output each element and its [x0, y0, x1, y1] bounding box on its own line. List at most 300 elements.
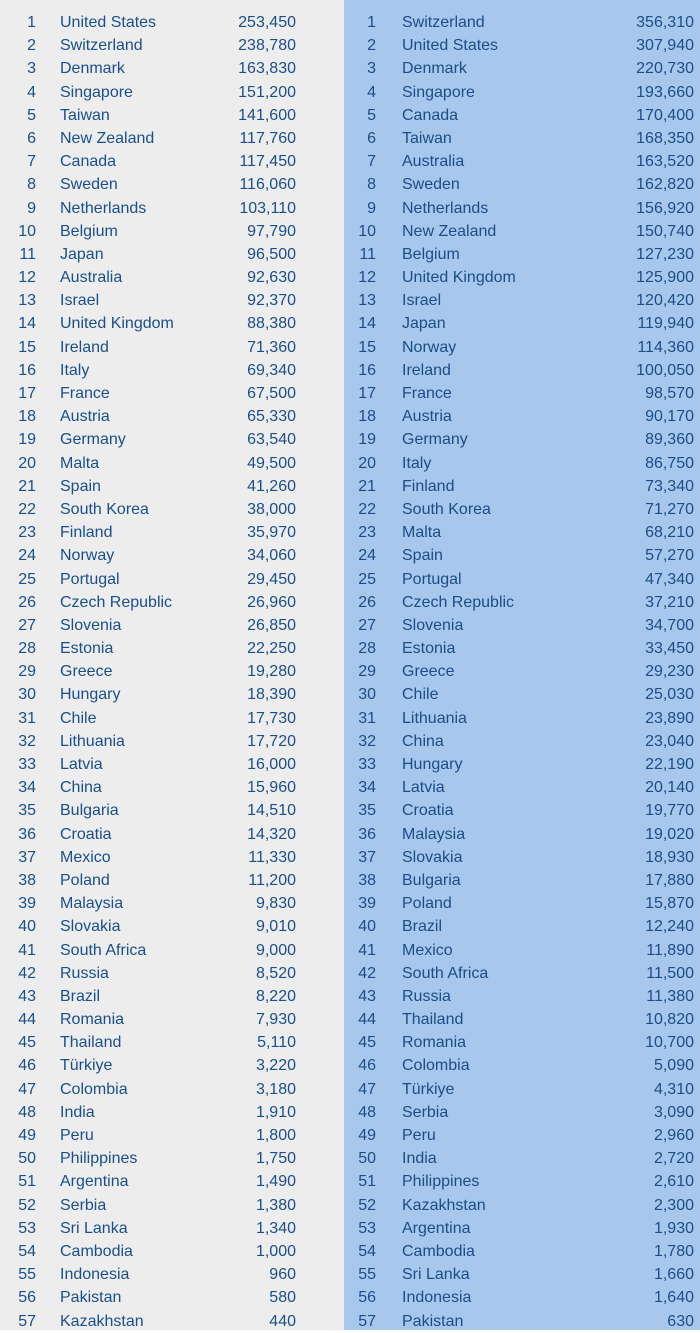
table-row [0, 753, 344, 776]
country-cell: United States [402, 37, 499, 55]
country-cell: Netherlands [402, 199, 489, 217]
rank-cell: 54 [358, 1242, 376, 1260]
country-cell: Brazil [60, 987, 101, 1005]
country-cell: Taiwan [402, 129, 452, 147]
table-row [344, 1240, 700, 1263]
table-row [344, 1217, 700, 1240]
value-cell: 1,660 [653, 1266, 694, 1284]
table-row [0, 1031, 344, 1054]
table-row [344, 730, 700, 753]
rank-cell: 40 [18, 918, 36, 936]
value-cell: 1,000 [255, 1242, 296, 1260]
value-cell: 1,380 [255, 1196, 296, 1214]
value-cell: 1,640 [653, 1289, 694, 1307]
country-cell: Latvia [402, 779, 445, 797]
country-cell: Lithuania [402, 709, 467, 727]
country-cell: Lithuania [60, 732, 125, 750]
rank-cell: 38 [18, 871, 36, 889]
value-cell: 14,510 [247, 802, 296, 820]
rank-cell: 9 [367, 199, 376, 217]
rank-cell: 45 [358, 1034, 376, 1052]
table-row [0, 892, 344, 915]
rank-cell: 56 [18, 1289, 36, 1307]
table-row [344, 452, 700, 475]
value-cell: 11,380 [646, 987, 694, 1005]
value-cell: 9,010 [255, 918, 296, 936]
table-row [344, 776, 700, 799]
country-cell: Switzerland [402, 14, 485, 31]
table-row [344, 220, 700, 243]
table-row [0, 962, 344, 985]
table-row [0, 544, 344, 567]
value-cell: 5,090 [653, 1057, 694, 1075]
table-row [344, 1170, 700, 1193]
table-row [344, 127, 700, 150]
rank-cell: 4 [27, 83, 36, 101]
value-cell: 73,340 [645, 477, 694, 495]
value-cell: 193,660 [636, 83, 694, 101]
value-cell: 19,770 [645, 802, 694, 820]
country-cell: Cambodia [60, 1242, 133, 1260]
value-cell: 38,000 [247, 500, 296, 518]
value-cell: 92,370 [247, 292, 296, 310]
value-cell: 7,930 [255, 1011, 296, 1029]
table-row [0, 1124, 344, 1147]
country-cell: Italy [402, 454, 432, 472]
table-row [344, 939, 700, 962]
table-row [0, 1054, 344, 1077]
table-row [344, 289, 700, 312]
value-cell: 63,540 [247, 431, 296, 449]
rank-cell: 27 [358, 616, 376, 634]
value-cell: 156,920 [636, 199, 694, 217]
table-row [344, 985, 700, 1008]
rank-cell: 55 [358, 1266, 376, 1284]
rank-cell: 15 [18, 338, 36, 356]
country-cell: United Kingdom [402, 269, 516, 287]
rank-cell: 33 [18, 756, 36, 773]
rank-cell: 54 [18, 1242, 36, 1260]
rank-cell: 13 [18, 292, 36, 310]
rank-cell: 53 [18, 1219, 36, 1237]
country-cell: Canada [402, 106, 459, 124]
rank-cell: 17 [358, 385, 376, 402]
rank-cell: 16 [358, 361, 376, 379]
table-row [0, 660, 344, 683]
table-row [344, 962, 700, 985]
rank-cell: 5 [367, 106, 376, 124]
value-cell: 307,940 [636, 37, 694, 55]
table-row [0, 1217, 344, 1240]
value-cell: 88,380 [247, 315, 296, 333]
rank-cell: 10 [358, 222, 376, 240]
rank-cell: 47 [18, 1080, 36, 1098]
country-cell: Sri Lanka [60, 1219, 128, 1237]
country-cell: Slovakia [402, 848, 463, 866]
table-row [344, 150, 700, 173]
value-cell: 23,890 [645, 709, 694, 727]
country-cell: Malaysia [60, 895, 124, 913]
value-cell: 2,610 [653, 1173, 694, 1191]
rank-cell: 49 [18, 1127, 36, 1144]
value-cell: 22,250 [247, 640, 296, 658]
country-cell: Serbia [402, 1103, 449, 1121]
country-cell: Kazakhstan [60, 1312, 144, 1330]
value-cell: 9,830 [255, 895, 296, 913]
country-cell: Mexico [60, 848, 111, 866]
rank-cell: 55 [18, 1266, 36, 1284]
rank-cell: 38 [358, 871, 376, 889]
country-cell: Ireland [60, 338, 109, 356]
country-cell: Greece [60, 663, 113, 681]
country-cell: Estonia [402, 640, 456, 658]
table-row [344, 591, 700, 614]
value-cell: 114,360 [637, 338, 694, 356]
rank-cell: 1 [367, 14, 376, 31]
value-cell: 25,030 [645, 686, 694, 704]
country-cell: Chile [60, 709, 97, 727]
value-cell: 33,450 [645, 640, 694, 658]
country-cell: Sweden [402, 176, 460, 194]
country-cell: Russia [60, 964, 109, 982]
table-row [0, 289, 344, 312]
country-cell: Indonesia [60, 1266, 130, 1284]
country-cell: Indonesia [402, 1289, 472, 1307]
country-cell: Japan [402, 315, 446, 333]
country-cell: Singapore [402, 83, 475, 101]
value-cell: 29,230 [645, 663, 694, 681]
rank-cell: 33 [358, 756, 376, 773]
country-cell: Malta [402, 524, 442, 542]
value-cell: 17,880 [645, 871, 694, 889]
rank-cell: 2 [367, 37, 376, 55]
value-cell: 960 [269, 1266, 296, 1284]
table-row [344, 892, 700, 915]
country-cell: Germany [60, 431, 126, 449]
rank-cell: 50 [358, 1150, 376, 1168]
country-cell: Croatia [60, 825, 112, 843]
value-cell: 17,720 [247, 732, 296, 750]
value-cell: 35,970 [247, 524, 296, 542]
table-row [344, 1124, 700, 1147]
value-cell: 47,340 [645, 570, 694, 588]
rank-cell: 35 [18, 802, 36, 820]
table-row [0, 846, 344, 869]
table-row [344, 799, 700, 822]
value-cell: 26,960 [247, 593, 296, 611]
table-row [344, 823, 700, 846]
rank-cell: 53 [358, 1219, 376, 1237]
value-cell: 86,750 [645, 454, 694, 472]
value-cell: 37,210 [645, 593, 694, 611]
value-cell: 168,350 [636, 129, 694, 147]
table-row [0, 475, 344, 498]
value-cell: 89,360 [645, 431, 694, 449]
country-cell: Cambodia [402, 1242, 475, 1260]
table-row [0, 81, 344, 104]
value-cell: 19,020 [645, 825, 694, 843]
value-cell: 22,190 [645, 756, 694, 773]
country-cell: Netherlands [60, 199, 147, 217]
country-cell: Israel [402, 292, 442, 310]
value-cell: 10,700 [645, 1034, 694, 1052]
rank-cell: 24 [358, 547, 376, 565]
rank-cell: 36 [358, 825, 376, 843]
table-row [0, 57, 344, 80]
value-cell: 356,310 [636, 14, 694, 31]
country-cell: Bulgaria [402, 871, 461, 889]
table-row [344, 81, 700, 104]
rank-cell: 57 [18, 1312, 36, 1330]
value-cell: 11,330 [248, 848, 296, 866]
rank-cell: 43 [18, 987, 36, 1005]
table-row [344, 1078, 700, 1101]
table-row [0, 1286, 344, 1309]
value-cell: 4,310 [653, 1080, 694, 1098]
value-cell: 90,170 [645, 408, 694, 426]
country-cell: Slovenia [402, 616, 464, 634]
table-row [344, 336, 700, 359]
rank-cell: 34 [18, 779, 36, 797]
country-cell: Australia [60, 269, 123, 287]
country-cell: Latvia [60, 756, 103, 773]
rank-cell: 16 [18, 361, 36, 379]
rank-cell: 48 [358, 1103, 376, 1121]
rank-cell: 31 [18, 709, 36, 727]
rank-cell: 6 [367, 129, 376, 147]
rank-cell: 32 [18, 732, 36, 750]
rank-cell: 11 [19, 245, 36, 263]
value-cell: 141,600 [238, 106, 296, 124]
table-row [344, 1310, 700, 1333]
value-cell: 117,760 [239, 129, 296, 147]
value-cell: 16,000 [247, 756, 296, 773]
value-cell: 92,630 [247, 269, 296, 287]
country-cell: South Africa [60, 941, 147, 959]
rank-cell: 51 [358, 1173, 376, 1191]
rank-cell: 12 [18, 269, 36, 287]
table-row [0, 452, 344, 475]
rank-cell: 37 [358, 848, 376, 866]
rank-cell: 26 [18, 593, 36, 611]
table-row [0, 591, 344, 614]
rank-cell: 2 [27, 37, 36, 55]
value-cell: 14,320 [247, 825, 296, 843]
rank-cell: 37 [18, 848, 36, 866]
table-row [0, 869, 344, 892]
country-cell: Australia [402, 153, 465, 171]
country-cell: Singapore [60, 83, 133, 101]
country-cell: Philippines [402, 1173, 480, 1191]
country-cell: Greece [402, 663, 455, 681]
rank-cell: 48 [18, 1103, 36, 1121]
rank-cell: 14 [358, 315, 376, 333]
country-cell: Taiwan [60, 106, 110, 124]
rank-cell: 46 [358, 1057, 376, 1075]
table-row [344, 568, 700, 591]
rank-cell: 35 [358, 802, 376, 820]
table-row [0, 173, 344, 196]
rank-cell: 32 [358, 732, 376, 750]
value-cell: 1,490 [255, 1173, 296, 1191]
value-cell: 3,090 [653, 1103, 694, 1121]
value-cell: 12,240 [645, 918, 694, 936]
table-row [0, 266, 344, 289]
country-cell: Czech Republic [60, 593, 173, 611]
country-cell: Mexico [402, 941, 453, 959]
value-cell: 2,960 [653, 1127, 694, 1144]
rank-cell: 9 [27, 199, 36, 217]
table-row [344, 11, 700, 34]
value-cell: 253,450 [238, 14, 296, 31]
rank-cell: 43 [358, 987, 376, 1005]
country-cell: Argentina [402, 1219, 471, 1237]
table-row [0, 1008, 344, 1031]
value-cell: 163,830 [238, 60, 296, 78]
country-cell: Hungary [402, 756, 463, 773]
value-cell: 41,260 [247, 477, 296, 495]
country-cell: Denmark [60, 60, 125, 78]
table-row [0, 127, 344, 150]
value-cell: 11,200 [248, 871, 296, 889]
rank-cell: 36 [18, 825, 36, 843]
country-cell: South Korea [60, 500, 149, 518]
value-cell: 103,110 [239, 199, 296, 217]
table-row [0, 405, 344, 428]
rank-cell: 39 [358, 895, 376, 913]
value-cell: 67,500 [247, 385, 296, 402]
country-cell: Brazil [402, 918, 443, 936]
rank-cell: 52 [358, 1196, 376, 1214]
country-cell: Peru [402, 1127, 436, 1144]
rank-cell: 29 [18, 663, 36, 681]
value-cell: 19,280 [247, 663, 296, 681]
rank-cell: 30 [18, 686, 36, 704]
rank-cell: 30 [358, 686, 376, 704]
country-cell: Austria [60, 408, 110, 426]
value-cell: 119,940 [637, 315, 694, 333]
table-row [344, 637, 700, 660]
country-cell: Portugal [60, 570, 120, 588]
rank-cell: 51 [18, 1173, 36, 1191]
rank-cell: 42 [18, 964, 36, 982]
country-cell: Malta [60, 454, 100, 472]
value-cell: 1,780 [653, 1242, 694, 1260]
country-cell: Norway [60, 547, 115, 565]
value-cell: 15,870 [645, 895, 694, 913]
value-cell: 68,210 [645, 524, 694, 542]
table-row [344, 382, 700, 405]
value-cell: 127,230 [636, 245, 694, 263]
table-row [344, 544, 700, 567]
value-cell: 11,890 [646, 941, 694, 959]
value-cell: 120,420 [636, 292, 694, 310]
table-row [0, 1078, 344, 1101]
value-cell: 34,700 [645, 616, 694, 634]
country-cell: Czech Republic [402, 593, 515, 611]
country-cell: Bulgaria [60, 802, 119, 820]
value-cell: 15,960 [247, 779, 296, 797]
country-cell: United Kingdom [60, 315, 174, 333]
value-cell: 49,500 [247, 454, 296, 472]
country-cell: Croatia [402, 802, 454, 820]
value-cell: 97,790 [247, 222, 296, 240]
value-cell: 1,800 [255, 1127, 296, 1144]
country-cell: Norway [402, 338, 457, 356]
table-row [344, 57, 700, 80]
rank-cell: 7 [27, 153, 36, 171]
rank-cell: 21 [358, 477, 376, 495]
table-row [344, 846, 700, 869]
country-cell: Belgium [60, 222, 118, 240]
rank-cell: 5 [27, 106, 36, 124]
rank-cell: 15 [358, 338, 376, 356]
country-cell: Thailand [402, 1011, 464, 1029]
table-row [0, 799, 344, 822]
table-row [344, 1286, 700, 1309]
country-cell: Spain [60, 477, 101, 495]
country-cell: Poland [60, 871, 110, 889]
table-row [0, 730, 344, 753]
table-row [0, 1194, 344, 1217]
value-cell: 23,040 [645, 732, 694, 750]
value-cell: 2,300 [653, 1196, 694, 1214]
country-cell: Peru [60, 1127, 94, 1144]
country-cell: China [402, 732, 444, 750]
rank-cell: 25 [18, 570, 36, 588]
table-row [0, 498, 344, 521]
table-row [0, 312, 344, 335]
rank-cell: 40 [358, 918, 376, 936]
table-row [344, 683, 700, 706]
value-cell: 1,930 [653, 1219, 694, 1237]
value-cell: 440 [269, 1312, 296, 1330]
table-row [0, 1170, 344, 1193]
rank-cell: 8 [27, 176, 36, 194]
rank-cell: 47 [358, 1080, 376, 1098]
table-row [344, 1263, 700, 1286]
table-row [344, 1054, 700, 1077]
country-cell: Türkiye [402, 1080, 455, 1098]
table-row [344, 266, 700, 289]
country-cell: France [402, 385, 452, 402]
rank-cell: 17 [18, 385, 36, 402]
value-cell: 170,400 [636, 106, 694, 124]
value-cell: 1,340 [255, 1219, 296, 1237]
value-cell: 630 [667, 1312, 694, 1330]
country-cell: Russia [402, 987, 451, 1005]
table-row [0, 776, 344, 799]
country-cell: Denmark [402, 60, 467, 78]
left-ranking-table [0, 0, 344, 1330]
country-cell: Finland [60, 524, 113, 542]
rank-cell: 49 [358, 1127, 376, 1144]
value-cell: 117,450 [239, 153, 296, 171]
rank-cell: 23 [358, 524, 376, 542]
country-cell: South Korea [402, 500, 491, 518]
country-cell: Portugal [402, 570, 462, 588]
value-cell: 116,060 [239, 176, 296, 194]
rank-cell: 27 [18, 616, 36, 634]
table-row [344, 614, 700, 637]
value-cell: 29,450 [247, 570, 296, 588]
table-row [0, 568, 344, 591]
rank-cell: 22 [18, 500, 36, 518]
country-cell: Romania [402, 1034, 467, 1052]
rank-cell: 44 [358, 1011, 376, 1029]
rank-cell: 52 [18, 1196, 36, 1214]
table-row [344, 428, 700, 451]
